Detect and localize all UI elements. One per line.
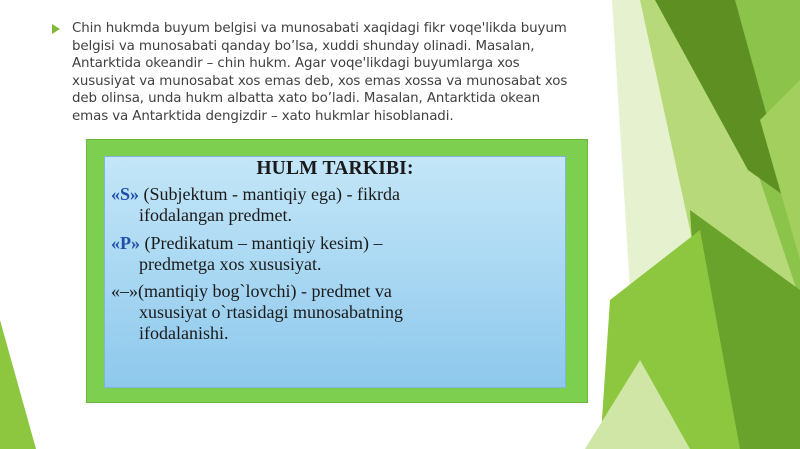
definition-line: (mantiqiy bog`lovchi) - predmet va [138, 281, 392, 301]
bullet-paragraph [52, 20, 607, 126]
definition-line: xususiyat o`rtasidagi munosabatning [139, 302, 403, 322]
definition-copula [111, 281, 559, 344]
paragraph-line: xususiyat va munosabat xos emas deb, xos emas xossa va munosabat xos [72, 73, 568, 89]
definition-subject [111, 184, 559, 226]
symbol-p: «P» [111, 233, 140, 253]
paragraph-line: deb olinsa, unda hukm albatta xato bo’ladi. Masalan, Antarktida okean [72, 91, 540, 107]
definition-predicate [111, 233, 559, 275]
definition-line: ifodalanishi. [139, 323, 229, 343]
symbol-s: «S» [111, 184, 140, 204]
paragraph-line: emas va Antarktida dengizdir – xato hukmlar hisoblanadi. [72, 108, 454, 124]
definition-line: predmetga xos xususiyat. [139, 254, 322, 274]
definition-line: ifodalangan predmet. [139, 205, 292, 225]
panel-title: HULM TARKIBI: [256, 158, 414, 179]
paragraph-line: Chin hukmda buyum belgisi va munosabati xaqidagi fikr voqe'likda buyum [72, 21, 567, 36]
paragraph-line: Antarktida okeandir – chin hukm. Agar voqe'likdagi buyumlarga xos [72, 56, 520, 72]
definition-panel-inner [104, 156, 566, 388]
definition-panel [86, 139, 588, 403]
paragraph-text [72, 20, 567, 126]
definition-line: (Predikatum – mantiqiy kesim) – [144, 233, 383, 253]
symbol-dash: «–» [111, 281, 138, 301]
definition-line: (Subjektum - mantiqiy ega) - fikrda [143, 184, 400, 204]
paragraph-line: belgisi va munosabati qanday bo’lsa, xuddi shunday olinadi. Masalan, [72, 38, 535, 54]
decor-facet-left-bottom [0, 320, 36, 449]
bullet-arrow-icon [52, 24, 60, 34]
